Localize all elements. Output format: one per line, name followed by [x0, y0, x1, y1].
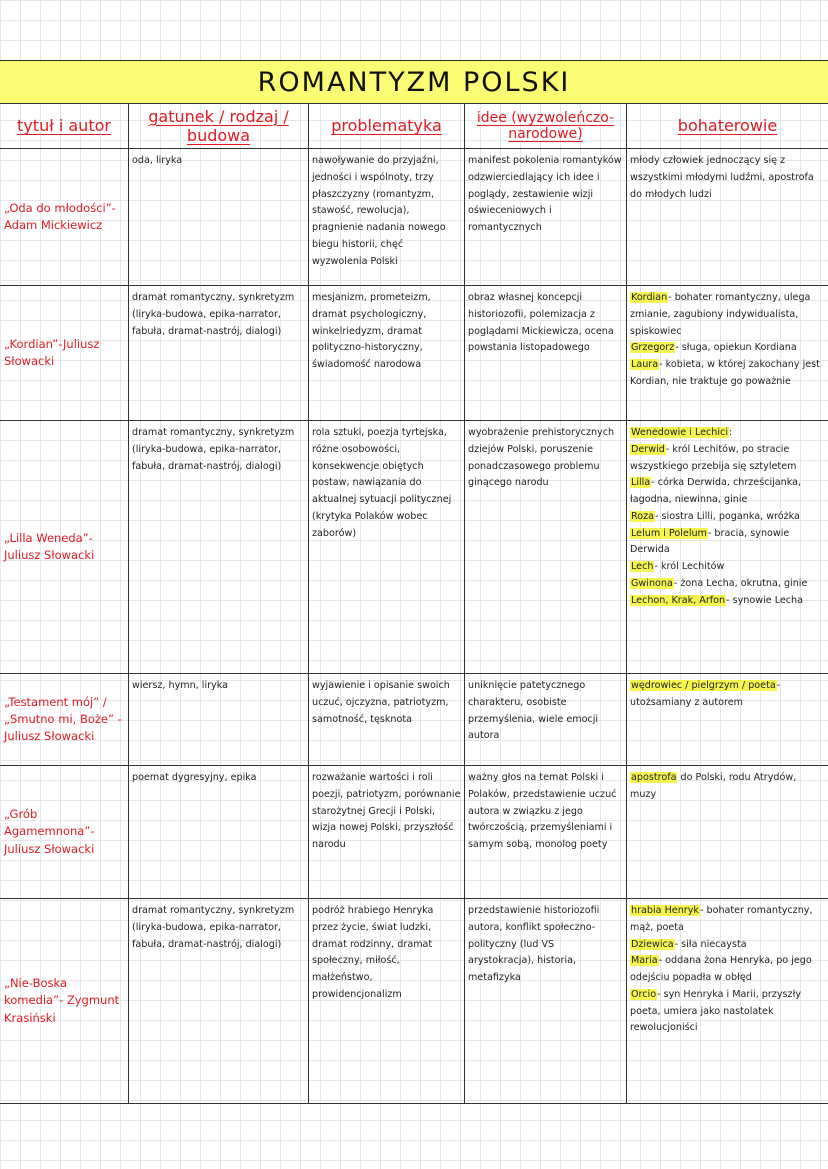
hero-name: Lechon, Krak, Arfon: [631, 594, 726, 606]
title-banner: [0, 60, 828, 104]
hero-entry: [630, 576, 825, 593]
header-ideas: idee (wyzwoleńczo-narodowe): [465, 103, 627, 149]
row-genre: dramat romantyczny, synkretyzm (liryka-budowa, epika-narrator, fabuła, dramat-nastrój, dialogi): [129, 286, 309, 421]
hero-description: - siła niecaysta: [674, 938, 747, 950]
row-heroes: [627, 421, 828, 674]
hero-description: - utożsamiany z autorem: [630, 680, 781, 708]
hero-name: apostrofa: [631, 772, 677, 783]
row-title: „Grób Agamemnona”- Juliusz Słowacki: [0, 766, 129, 899]
hero-description: - bracia, synowie Derwida: [630, 527, 790, 556]
hero-entry: [630, 678, 825, 712]
row-title: „Testament mój” / „Smutno mi, Boże” - Juliusz Słowacki: [0, 674, 129, 766]
hero-entry: [630, 509, 825, 526]
hero-description: - kobieta, w której zakochany jest Kordian, nie traktuje go poważnie: [630, 359, 820, 387]
hero-description: - żona Lecha, okrutna, ginie: [673, 578, 808, 590]
row-problems: wyjawienie i opisanie swoich uczuć, ojczyzna, patriotyzm, samotność, tęsknota: [309, 674, 465, 766]
row-title: „Kordian”-Juliusz Słowacki: [0, 286, 129, 421]
row-ideas: ważny głos na temat Polski i Polaków, przedstawienie uczuć autora w związku z jego twórczością, przemyśleniami i samym sobą, monolog poety: [465, 766, 627, 899]
row-problems: rola sztuki, poezja tyrtejska, różne osobowości, konsekwencje obiętych postaw, nawiązania do aktualnej sytuacji politycznej (krytyka Polaków wobec zaborów): [309, 421, 465, 674]
hero-entry: [630, 953, 825, 987]
hero-entry: [630, 903, 825, 937]
row-ideas: obraz własnej koncepcji historiozofii, polemizacja z poglądami Mickiewicza, ocena powstania listopadowego: [465, 286, 627, 421]
hero-name: Derwid: [631, 443, 665, 455]
hero-entry: [630, 526, 825, 560]
hero-name: Laura: [631, 359, 659, 371]
row-genre: poemat dygresyjny, epika: [129, 766, 309, 899]
hero-description: - synowie Lecha: [726, 594, 804, 606]
hero-name: Gwinona: [631, 578, 673, 590]
row-ideas: manifest pokolenia romantyków odzwierciedlający ich idee i poglądy, zestawienie wizji oświeceniowych i romantycznych: [465, 149, 627, 286]
page-title: ROMANTYZM POLSKI: [257, 67, 571, 98]
row-heroes: [627, 149, 828, 286]
hero-name: Kordian: [631, 292, 668, 303]
hero-entry: [630, 937, 825, 954]
row-heroes: [627, 766, 828, 899]
hero-description: - król Lechitów: [654, 561, 725, 573]
row-problems: podróż hrabiego Henryka przez życie, świat ludzki, dramat rodzinny, dramat społeczny, miłość, małżeństwo, prowidencjonalizm: [309, 899, 465, 1104]
hero-name: Maria: [631, 955, 658, 967]
row-ideas: przedstawienie historiozofii autora, konflikt społeczno-polityczny (lud VS arystokracja), historia, metafizyka: [465, 899, 627, 1104]
hero-entry: [630, 153, 825, 203]
hero-name: Lech: [631, 561, 654, 573]
row-problems: rozważanie wartości i roli poezji, patriotyzm, porównanie starożytnej Grecji i Polski, wizja nowej Polski, przyszłość narodu: [309, 766, 465, 899]
hero-description: młody człowiek jednoczący się z wszystkimi młodymi ludźmi, apostrofa do młodych ludzi: [630, 155, 814, 200]
row-title: „Oda do młodości”-Adam Mickiewicz: [0, 149, 129, 286]
row-title: „Lilla Weneda”- Juliusz Słowacki: [0, 421, 129, 674]
hero-entry: [630, 340, 825, 357]
row-ideas: uniknięcie patetycznego charakteru, osobiste przemyślenia, wiele emocji autora: [465, 674, 627, 766]
hero-name: Orcio: [631, 988, 657, 1000]
row-heroes: [627, 899, 828, 1104]
row-heroes: [627, 674, 828, 766]
hero-entry: [630, 475, 825, 509]
row-genre: wiersz, hymn, liryka: [129, 674, 309, 766]
hero-description: - sługa, opiekun Kordiana: [675, 342, 797, 354]
hero-description: - oddana żona Henryka, po jego odejściu popadła w obłęd: [630, 955, 812, 984]
hero-entry: [630, 290, 825, 340]
hero-name: Roza: [631, 510, 655, 522]
row-problems: nawoływanie do przyjaźni, jedności i wspólnoty, trzy płaszczyzny (romantyzm, stawość, rewolucja), pragnienie nadania nowego biegu historii, chęć wyzwolenia Polski: [309, 149, 465, 286]
row-genre: oda, liryka: [129, 149, 309, 286]
hero-description: :: [729, 427, 733, 438]
header-genre: gatunek / rodzaj / budowa: [129, 103, 309, 149]
romanticism-table: [0, 103, 828, 1104]
row-title: „Nie-Boska komedia”- Zygmunt Krasiński: [0, 899, 129, 1104]
hero-description: do Polski, rodu Atrydów, muzy: [630, 772, 797, 800]
hero-entry: [630, 357, 825, 391]
row-genre: dramat romantyczny, synkretyzm (liryka-budowa, epika-narrator, fabuła, dramat-nastrój, dialogi): [129, 421, 309, 674]
hero-description: - córka Derwida, chrześcijanka, łagodna, niewinna, ginie: [630, 477, 802, 506]
hero-name: wędrowiec / pielgrzym / poeta: [631, 680, 776, 691]
hero-description: - bohater romantyczny, ulega zmianie, zagubiony indywidualista, spiskowiec: [630, 292, 811, 337]
header-title-author: tytuł i autor: [0, 103, 129, 149]
row-problems: mesjanizm, prometeizm, dramat psychologiczny, winkelriedyzm, dramat polityczno-historyczny, świadomość narodowa: [309, 286, 465, 421]
hero-entry: [630, 442, 825, 476]
row-ideas: wyobrażenie prehistorycznych dziejów Polski, poruszenie ponadczasowego problemu ginącego narodu: [465, 421, 627, 674]
hero-entry: [630, 770, 825, 804]
hero-description: - syn Henryka i Marii, przyszły poeta, umiera jako nastolatek rewolucjoniści: [630, 988, 801, 1034]
hero-name: Wenedowie i Lechici: [631, 427, 728, 438]
hero-name: Lilla: [631, 477, 651, 489]
hero-name: Grzegorz: [631, 342, 675, 354]
hero-entry: [630, 425, 825, 442]
row-genre: dramat romantyczny, synkretyzm (liryka-budowa, epika-narrator, fabuła, dramat-nastrój, dialogi): [129, 899, 309, 1104]
row-heroes: [627, 286, 828, 421]
hero-entry: [630, 593, 825, 610]
hero-description: - siostra Lilli, poganka, wróżka: [655, 510, 800, 522]
header-problems: problematyka: [309, 103, 465, 149]
hero-description: - bohater romantyczny, mąż, poeta: [630, 905, 813, 933]
hero-name: Lelum i Polelum: [631, 527, 707, 539]
hero-entry: [630, 987, 825, 1037]
header-heroes: bohaterowie: [627, 103, 828, 149]
hero-name: Dziewica: [631, 938, 674, 950]
hero-entry: [630, 559, 825, 576]
hero-name: hrabia Henryk: [631, 905, 699, 916]
hero-description: - król Lechitów, po stracie wszystkiego przebija się sztyletem: [630, 443, 797, 472]
